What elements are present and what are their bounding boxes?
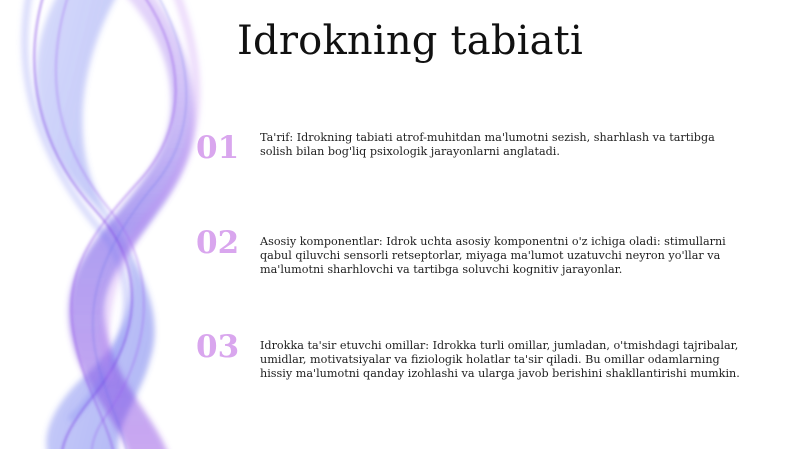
item-number: 01 [196, 130, 240, 166]
item-text: Asosiy komponentlar: Idrok uchta asosiy komponentni o'z ichiga oladi: stimullarni qabul qiluvchi sensorli retseptorlar, miyaga ma'lumot uzatuvchi neyron yo'llar va ma'lumotni sharhlovchi va tartibga soluvchi kognitiv jarayonlar. [260, 235, 726, 276]
item-text: Ta'rif: Idrokning tabiati atrof-muhitdan ma'lumotni sezish, sharhlash va tartibga solish bilan bog'liq psixologik jarayonlarni anglatadi. [260, 131, 715, 158]
item-number: 02 [196, 225, 240, 261]
item-number: 03 [196, 329, 240, 365]
slide-title: Idrokning tabiati [237, 18, 583, 64]
item-text: Idrokka ta'sir etuvchi omillar: Idrokka turli omillar, jumladan, o'tmishdagi tajribalar, umidlar, motivatsiyalar va fiziologik holatlar ta'sir qiladi. Bu omillar odamlarning hissiy ma'lumotni qanday izohlashi va ularga javob berishini shakllantirishi mumkin. [260, 339, 740, 380]
